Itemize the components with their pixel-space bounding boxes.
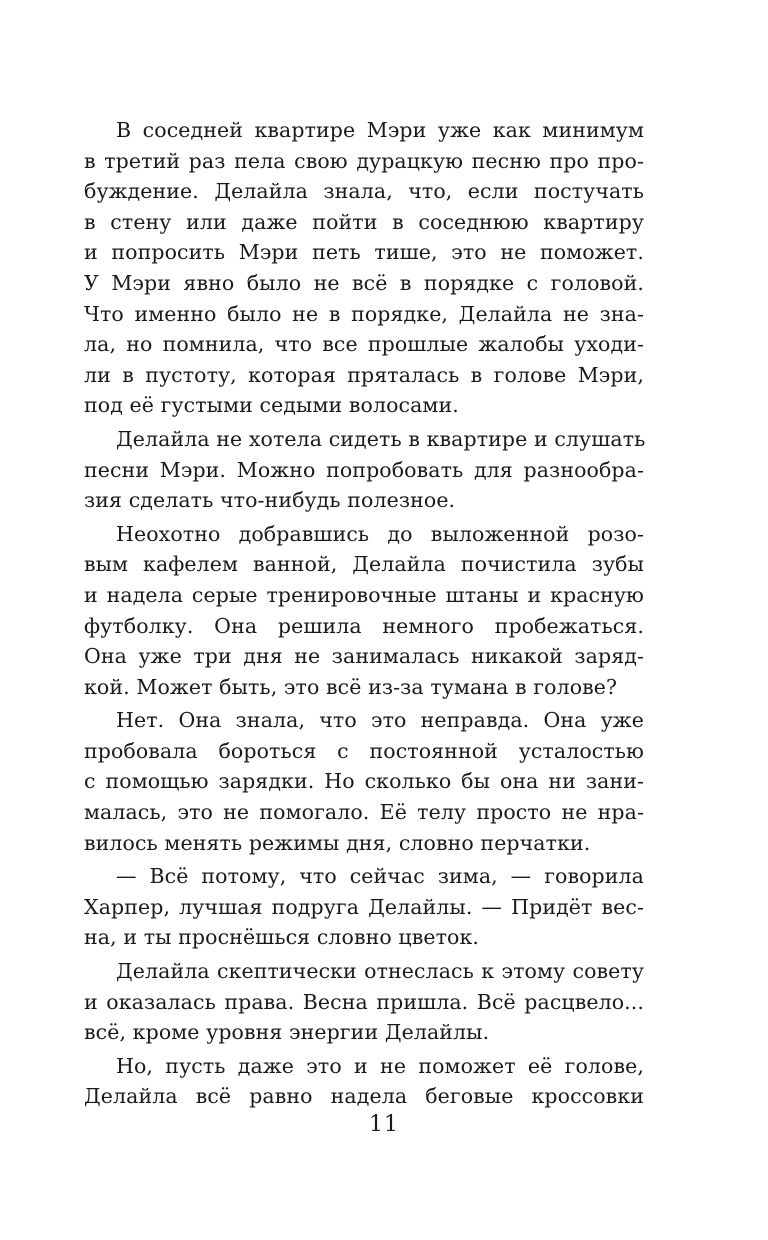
text-line: малась, это не помогало. Её телу просто не нра- bbox=[84, 800, 644, 825]
text-line: ли в пустоту, которая пряталась в голове Мэри, bbox=[84, 362, 644, 387]
text-line: в третий раз пела свою дурацкую песню про про- bbox=[84, 148, 644, 173]
paragraph-4 bbox=[84, 705, 644, 858]
text-line: — Всё потому, что сейчас зима, — говорила bbox=[116, 864, 644, 889]
text-line: В соседней квартире Мэри уже как минимум bbox=[116, 118, 644, 142]
text-line: Делайла скептически отнеслась к этому совету bbox=[116, 959, 644, 984]
paragraph-5 bbox=[84, 861, 644, 953]
paragraph-1 bbox=[84, 115, 644, 421]
paragraph-7 bbox=[84, 1051, 644, 1112]
text-line: У Мэри явно было не всё в порядке с головой. bbox=[84, 270, 644, 295]
paragraph-2 bbox=[84, 424, 644, 516]
paragraph-3 bbox=[84, 519, 644, 703]
text-line: Харпер, лучшая подруга Делайлы. — Придёт вес- bbox=[84, 894, 644, 919]
text-line: Но, пусть даже это и не поможет её голове, bbox=[116, 1053, 644, 1078]
text-line: и оказалась права. Весна пришла. Всё расцвело... bbox=[84, 989, 644, 1014]
text-line: всё, кроме уровня энергии Делайлы. bbox=[84, 1020, 490, 1045]
body-text bbox=[84, 115, 644, 1115]
text-line: футболку. Она решила немного пробежаться. bbox=[84, 613, 644, 638]
text-line: и попросить Мэри петь тише, это не поможет. bbox=[84, 240, 644, 265]
text-line: буждение. Делайла знала, что, если постучать bbox=[84, 179, 644, 204]
text-line: песни Мэри. Можно попробовать для разнообра- bbox=[84, 457, 644, 482]
text-line: Делайла всё равно надела беговые кроссовки bbox=[84, 1084, 644, 1109]
text-line: ла, но помнила, что все прошлые жалобы уходи- bbox=[84, 332, 644, 357]
text-line: вилось менять режимы дня, словно перчатки. bbox=[84, 830, 591, 855]
text-line: в стену или даже пойти в соседнюю квартиру bbox=[84, 209, 644, 234]
text-line: и надела серые тренировочные штаны и красную bbox=[84, 582, 644, 607]
text-line: зия сделать что-нибудь полезное. bbox=[84, 488, 456, 513]
text-line: с помощью зарядки. Но сколько бы она ни зани- bbox=[84, 769, 644, 794]
paragraph-6 bbox=[84, 956, 644, 1048]
text-line: Она уже три дня не занималась никакой заряд- bbox=[84, 644, 644, 669]
text-line: вым кафелем ванной, Делайла почистила зубы bbox=[84, 552, 644, 577]
text-line: Что именно было не в порядке, Делайла не зна- bbox=[84, 301, 644, 326]
text-line: на, и ты проснёшься словно цветок. bbox=[84, 925, 480, 950]
text-line: Нет. Она знала, что это неправда. Она уже bbox=[116, 708, 644, 733]
text-line: кой. Может быть, это всё из-за тумана в голове? bbox=[84, 674, 618, 699]
page-number: 11 bbox=[369, 1112, 399, 1137]
text-line: Делайла не хотела сидеть в квартире и слушать bbox=[116, 426, 646, 451]
text-line: под её густыми седыми волосами. bbox=[84, 393, 459, 418]
text-line: Неохотно добравшись до выложенной розо- bbox=[116, 521, 644, 546]
text-line: пробовала бороться с постоянной усталостью bbox=[84, 738, 644, 763]
